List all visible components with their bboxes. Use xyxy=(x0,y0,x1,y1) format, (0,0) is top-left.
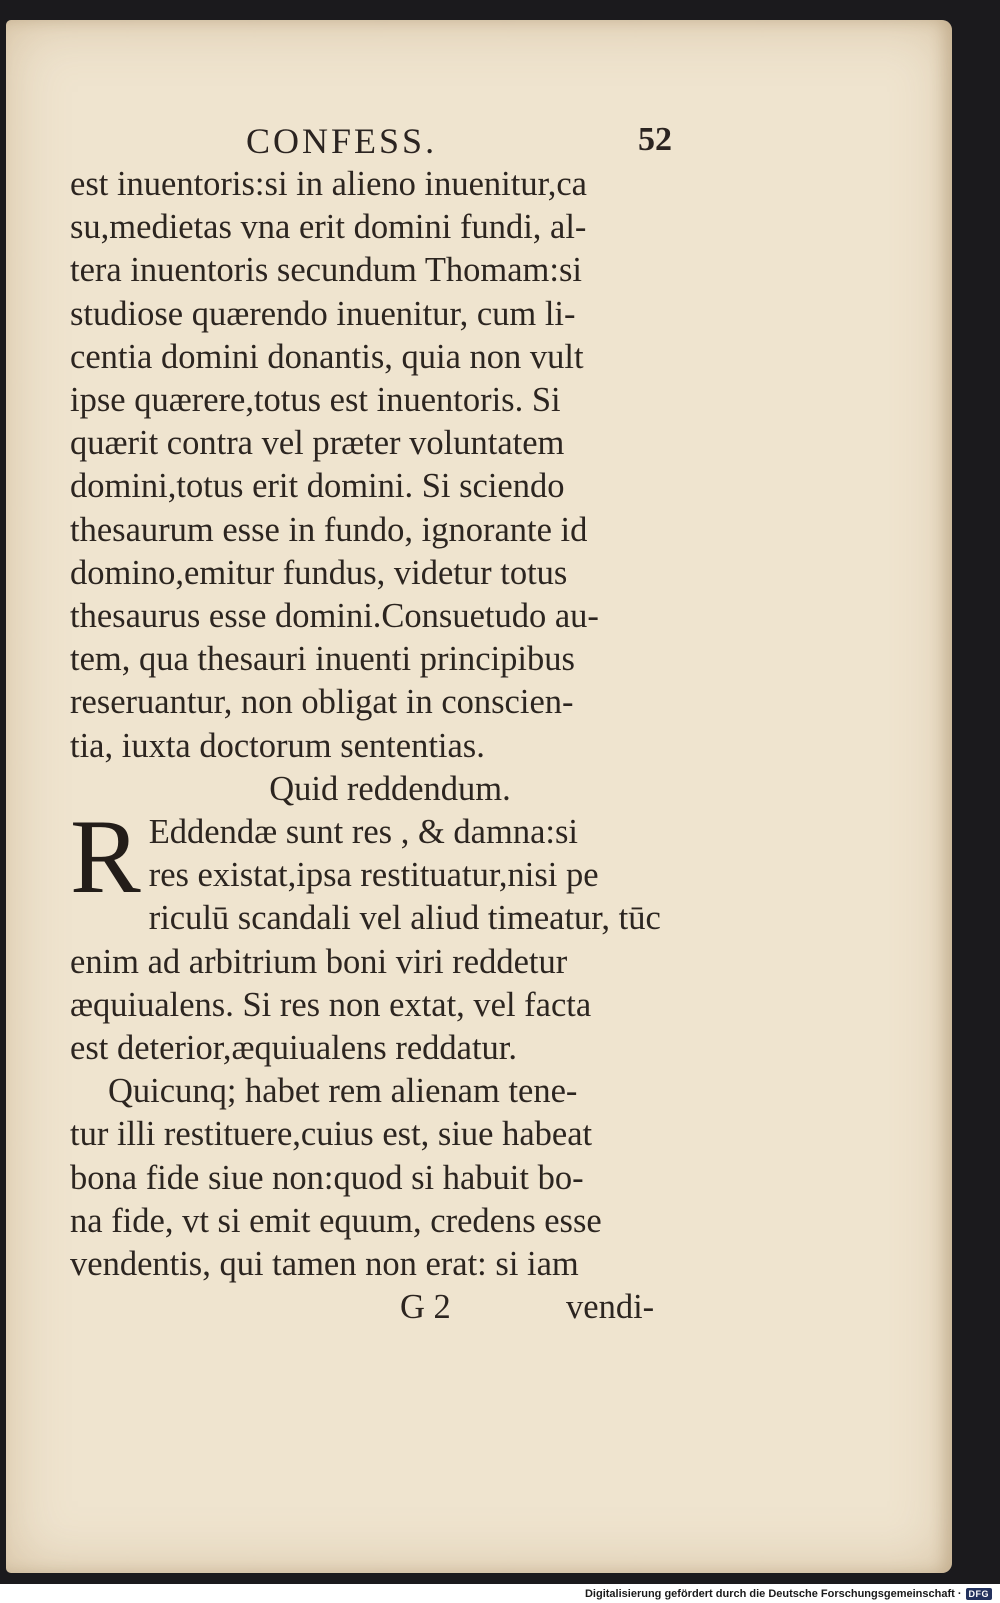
text-line: domino,emitur fundus, videtur totus xyxy=(70,553,568,592)
text-line: reseruantur, non obligat in conscien- xyxy=(70,683,574,722)
text-block xyxy=(70,163,690,1329)
text-line: est inuentoris:si in alieno inuenitur,ca xyxy=(70,165,587,203)
paragraph-3 xyxy=(70,1070,690,1286)
text-line: Eddendæ sunt res , & damna:si xyxy=(148,813,578,852)
dfg-logo: DFG xyxy=(966,1588,993,1600)
text-line: riculū scandali vel aliud timeatur, tūc xyxy=(148,899,661,938)
text-line: thesaurum esse in fundo, ignorante id xyxy=(70,510,588,549)
book-page xyxy=(6,20,952,1573)
text-line: studiose quærendo inuenitur, cum li- xyxy=(70,294,576,333)
text-line: tia, iuxta doctorum sententias. xyxy=(70,726,485,765)
text-line: tem, qua thesauri inuenti principibus xyxy=(70,640,575,679)
text-line: quærit contra vel præter voluntatem xyxy=(70,424,565,463)
text-line: res existat,ipsa restituatur,nisi pe xyxy=(148,856,599,895)
signature-mark: G 2 xyxy=(400,1288,451,1327)
text-line: tera inuentoris secundum Thomam:si xyxy=(70,251,582,290)
text-line: est deterior,æquiualens reddatur. xyxy=(70,1029,517,1068)
text-line: tur illi restituere,cuius est, siue habeat xyxy=(70,1115,593,1154)
catchword: vendi- xyxy=(566,1288,655,1327)
paragraph-1 xyxy=(70,163,690,768)
catchword-line xyxy=(70,1286,690,1329)
credit-text: Digitalisierung gefördert durch die Deutsche Forschungsgemeinschaft · xyxy=(584,1588,962,1600)
text-line: bona fide siue non:quod si habuit bo- xyxy=(70,1158,584,1197)
text-line: centia domini donantis, quia non vult xyxy=(70,337,584,376)
text-line: enim ad arbitrium boni viri reddetur xyxy=(70,942,568,981)
text-line: vendentis, qui tamen non erat: si iam xyxy=(70,1245,579,1284)
paragraph-2 xyxy=(70,798,690,1070)
text-line: thesaurus esse domini.Consuetudo au- xyxy=(70,597,599,636)
text-line: na fide, vt si emit equum, credens esse xyxy=(70,1201,602,1240)
text-line: su,medietas vna erit domini fundi, al- xyxy=(70,208,587,247)
page-content xyxy=(6,20,952,1573)
drop-cap-initial: R xyxy=(70,798,141,916)
text-line: domini,totus erit domini. Si sciendo xyxy=(70,467,565,506)
section-heading: Quid reddendum. xyxy=(269,769,511,808)
text-line: ipse quærere,totus est inuentoris. Si xyxy=(70,381,561,420)
page-number: 52 xyxy=(638,121,672,158)
text-line: æquiualens. Si res non extat, vel facta xyxy=(70,985,592,1024)
running-head: CONFESS. xyxy=(246,121,438,161)
digitization-credit xyxy=(585,1586,992,1602)
text-line: Quicunq; habet rem alienam tene- xyxy=(108,1072,578,1111)
